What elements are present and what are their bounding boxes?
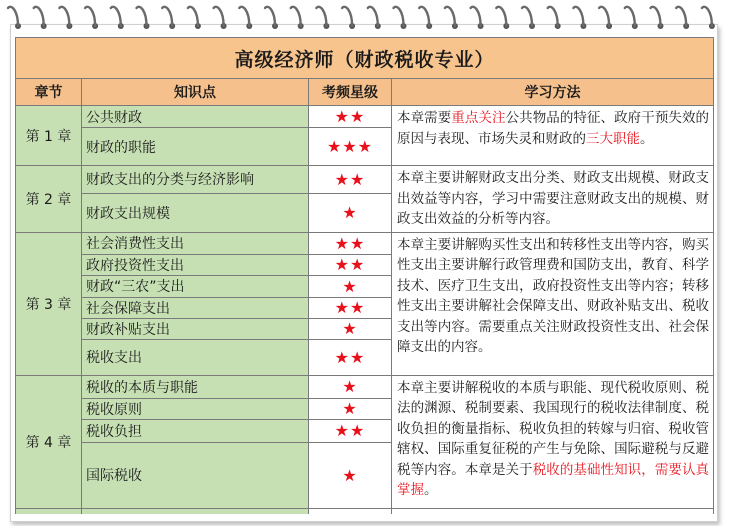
knowledge-point: 税收的本质与职能 — [82, 375, 309, 398]
star-rating: ★ — [309, 442, 392, 508]
knowledge-point: 财政支出规模 — [82, 193, 309, 232]
knowledge-point: 税收支出 — [82, 339, 309, 375]
star-rating: ★★ — [309, 166, 392, 194]
star-rating: ★★ — [309, 232, 392, 254]
knowledge-point: 财政“三农”支出 — [82, 275, 309, 297]
table-row — [16, 166, 714, 194]
study-plan-table — [15, 37, 714, 514]
chapter-cell: 第 2 章 — [16, 166, 82, 233]
star-rating: ★★ — [309, 106, 392, 128]
chapter-cell: 第 4 章 — [16, 375, 82, 508]
knowledge-point: 社会消费性支出 — [82, 232, 309, 254]
table-row — [16, 106, 714, 128]
method-text: 。 — [424, 482, 438, 498]
star-rating: ★ — [309, 318, 392, 339]
star-rating: ★ — [309, 375, 392, 398]
star-rating: ★★ — [309, 297, 392, 318]
knowledge-point: 财政补贴支出 — [82, 318, 309, 339]
table-row — [16, 232, 714, 254]
study-method-cell — [392, 106, 714, 166]
knowledge-point: 社会保障支出 — [82, 297, 309, 318]
header-chapter: 章节 — [16, 79, 82, 106]
star-rating: ★★ — [309, 419, 392, 442]
knowledge-point: 公共财政 — [82, 106, 309, 128]
study-method-cell — [392, 375, 714, 508]
knowledge-point: 税收负担 — [82, 419, 309, 442]
knowledge-point: 财政的职能 — [82, 128, 309, 166]
highlight-text: 重点关注 — [451, 110, 506, 126]
method-text: 本章主要讲解税收的本质与职能、现代税收原则、税法的渊源、税制要素、我国现行的税收法律制度、税收负担的衡量指标、税收负担的转嫁与归宿、税收管辖权、国际重复征税的产生与免除、国际避税与反避税等内容。本章是关于 — [397, 379, 710, 478]
star-rating: ★ — [309, 193, 392, 232]
table-row-cut — [16, 508, 714, 514]
knowledge-point: 国际税收 — [82, 442, 309, 508]
star-rating: ★ — [309, 275, 392, 297]
chapter-cell: 第 1 章 — [16, 106, 82, 166]
star-rating: ★★ — [309, 254, 392, 275]
method-text: 本章主要讲解财政支出分类、财政支出规模、财政支出效益等内容，学习中需要注意财政支出的规模、财政支出效益的分析等内容。 — [397, 170, 710, 227]
knowledge-point: 政府投资性支出 — [82, 254, 309, 275]
star-rating: ★★★ — [309, 128, 392, 166]
highlight-text: 三大职能 — [586, 130, 640, 147]
knowledge-point: 财政支出的分类与经济影响 — [82, 166, 309, 194]
table-row — [16, 375, 714, 398]
method-text: 。 — [640, 130, 654, 147]
chapter-cell: 第 3 章 — [16, 232, 82, 375]
star-rating: ★ — [309, 398, 392, 419]
knowledge-point: 税收原则 — [82, 398, 309, 419]
star-rating: ★★ — [309, 339, 392, 375]
header-knowledge: 知识点 — [82, 79, 309, 106]
header-frequency: 考频星级 — [309, 79, 392, 106]
page-title: 高级经济师（财政税收专业） — [16, 38, 714, 79]
method-text: 本章主要讲解购买性支出和转移性支出等内容，购买性支出主要讲解行政管理费和国防支出，教育、科学技术、医疗卫生支出，政府投资性支出等内容；转移性支出主要讲解社会保障支出、财政补贴支出、税收支出等内容。需要重点关注财政投资性支出、社会保障支出的内容。 — [397, 236, 710, 355]
spiral-binding-icon — [0, 0, 730, 34]
method-text: 本章需要 — [397, 110, 452, 126]
highlight-text: 税收的基础性知识，需要认真掌握 — [397, 461, 710, 498]
method-text: 公共物品的特征、政府干预失效的原因与表现、市场失灵和财政的 — [397, 110, 710, 147]
header-method: 学习方法 — [392, 79, 714, 106]
study-method-cell — [392, 166, 714, 233]
study-method-cell — [392, 232, 714, 375]
